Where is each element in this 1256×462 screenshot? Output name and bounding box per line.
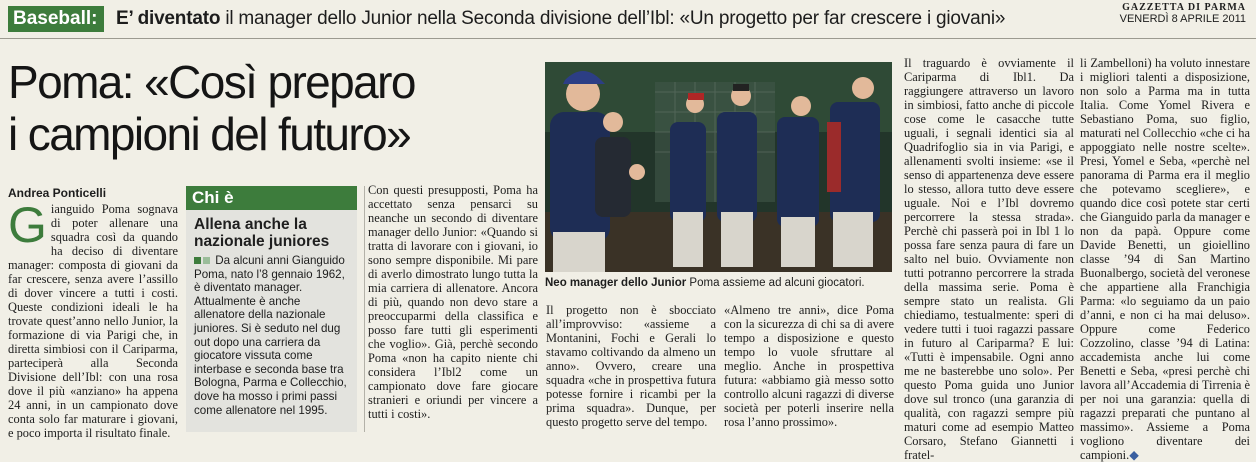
column-4-text: Il progetto non è sbocciato all’improvviso: «assieme a Montanini, Fochi e Gerali lo stavamo coltivando da almeno un anno». Ovvero, creare una squadra «che in prospettiva futura potesse fornire i ricambi per la prima squadra». Dunque, per questo progetto serve del tempo.	[546, 303, 716, 429]
bullet-square-icon	[194, 257, 201, 264]
kicker-label: Baseball:	[13, 8, 98, 29]
sidebar-header	[186, 186, 357, 210]
article-column-4	[546, 303, 716, 433]
article-column-3	[368, 183, 538, 433]
caption-text: Poma assieme ad alcuni giocatori.	[686, 277, 865, 289]
article-column-6	[904, 56, 1074, 462]
article-column-1	[8, 197, 178, 440]
header-divider	[0, 38, 1256, 39]
show-through-text	[10, 42, 530, 56]
column-rule	[364, 186, 365, 432]
overline-bold: E’ diventato	[116, 8, 221, 29]
column-1-text: ianguido Poma sognava di poter allenare una squadra così da quando ha deciso di diventare manager: composta di giovani da far crescere, senza avere l’assillo di dover vincere a tutti i costi. Queste condizioni ideali le ha trovate quest’anno nello Junior, la formazione di via Parigi che, in diretta simbiosi con il Cariparma, parteciperà alla Seconda Divisione dell’Ibl: con una rosa dove il più «anziano» ha appena 24 anni, in un campionato dove conta solo far maturare i giovani, e poco importa il risultato finale.	[8, 202, 178, 440]
headline-line-1: Poma: «Così preparo	[8, 56, 415, 108]
headline-line-2: i campioni del futuro»	[8, 108, 411, 160]
chi-e-sidebar	[186, 186, 357, 432]
sidebar-text: Da alcuni anni Gianguido Poma, nato l’8 gennaio 1962, è diventato manager. Attualmente è anche allenatore della nazionale juniores. Si è seduto nel dug out dopo una carriera da giocatore vissuta come interbase e seconda base tra Bologna, Parma e Collecchio, dove ha mosso i primi passi come allenatore nel 1995.	[194, 254, 347, 417]
article-column-5	[724, 303, 894, 433]
column-7-text: li Zambelloni) ha voluto innestare i migliori talenti a disposizione, non solo a Parma ma in tutta Italia. Come Yomel Rivera e Sebastiano Poma, suo figlio, maturati nel Collecchio «che ci ha appoggiato nelle nostre scelte». Presi, Yomel e Seba, «perchè nel panorama di Parma era il meglio che potevamo scegliere», e quando dice così potete star certi che Gianguido parla da manager e non da papà. Oppure come Davide Benetti, un gioiellino classe ’94 di San Martino Buonalbergo, società del veronese che appartiene alla Franchigia Parma: «lo seguiamo da un paio d’anni, e non ci ha mai deluso». Oppure come Federico Cozzolino, classe ’94 di Latina: accademista anche lui come Benetti e Seba, «presi perchè chi lavora all’Accademia di Tirrenia è per noi una garanzia: quella di ragazzi preparati che puntano al massimo». Assieme a Poma vogliono diventare dei campioni.	[1080, 56, 1250, 462]
team-photo-illustration	[545, 62, 892, 272]
team-photo	[545, 62, 892, 272]
page-header	[0, 0, 1256, 38]
bullet-square-light-icon	[203, 257, 210, 264]
sidebar-body	[186, 250, 357, 417]
sidebar-title: Allena anche la nazionale juniores	[194, 216, 330, 250]
overline-text: il manager dello Junior nella Seconda divisione dell’Ibl: «Un progetto per far crescere i giovani»	[220, 8, 1006, 29]
photo-caption	[545, 276, 892, 290]
end-mark-icon: ◆	[1129, 448, 1139, 462]
article-column-7	[1080, 56, 1250, 462]
caption-bold: Neo manager dello Junior	[545, 277, 687, 289]
publication-date: VENERDÌ 8 APRILE 2011	[1119, 13, 1246, 25]
column-6-text: Il traguardo è ovviamente il Cariparma di Ibl1. Da raggiungere attraverso un lavoro in simbiosi, fatto anche di piccole cose come le casacche tutte uguali, i segnali identici sia al Quadrifoglio sia in via Parigi, e allenamenti svolti insieme: «se il senso di appartenenza deve essere lo stesso, allora tutto deve essere uguale. Noi e l’Ibl dovremo percorrere la stessa strada». Perchè chi passerà poi in Ibl 1 lo possa fare senza paura di fare un salto nel buio. Ovviamente non tutti potranno percorrere la strada della massima serie. Poma è sempre stato un realista. Gli chiediamo, testualmente: speri di vedere tutti i tuoi ragazzi passare in futuro al Cariparma? E lui: «Tutti è impensabile. Ogni anno me ne basterebbe uno solo». Per questo Poma guida uno Junior dove sul tronco (una garanzia di qualità, con ragazzi sempre più maturi come ad esempio Matteo Corsaro, Stefano Giannetti i fratel-	[904, 56, 1074, 462]
headline	[8, 56, 538, 160]
publication-name: GAZZETTA DI PARMA	[1122, 2, 1246, 13]
sidebar-header-label: Chi è	[192, 188, 234, 207]
section-kicker	[8, 6, 104, 32]
author-byline: Andrea Ponticelli	[8, 186, 107, 200]
publication-info	[1120, 2, 1246, 25]
column-5-text: «Almeno tre anni», dice Poma con la sicurezza di chi sa di avere tempo a disposizione e questo tempo lo vuole sfruttare al meglio. Anche in prospettiva futura: «abbiamo già messo sotto controllo alcuni ragazzi di diverse società per poterli inserire nella rosa l’anno prossimo».	[724, 303, 894, 429]
drop-cap: G	[8, 197, 47, 253]
overline	[116, 6, 1005, 32]
column-3-text: Con questi presupposti, Poma ha accettato senza pensarci su neanche un secondo di diventare manager dello Junior: «Quando si tratta di lavorare con i giovani, io sono sempre disponibile. Mi pare di averlo dimostrato lungo tutta la mia carriera di allenatore. Ancora di più, quando non devo stare a preoccuparmi della classifica e posso fare tutti gli esperimenti che voglio». Già, perchè secondo Poma «non ha capito niente chi considera l’Ibl2 come un campionato dove fare giocare stranieri e oriundi per vincere a tutti i costi».	[368, 183, 538, 421]
